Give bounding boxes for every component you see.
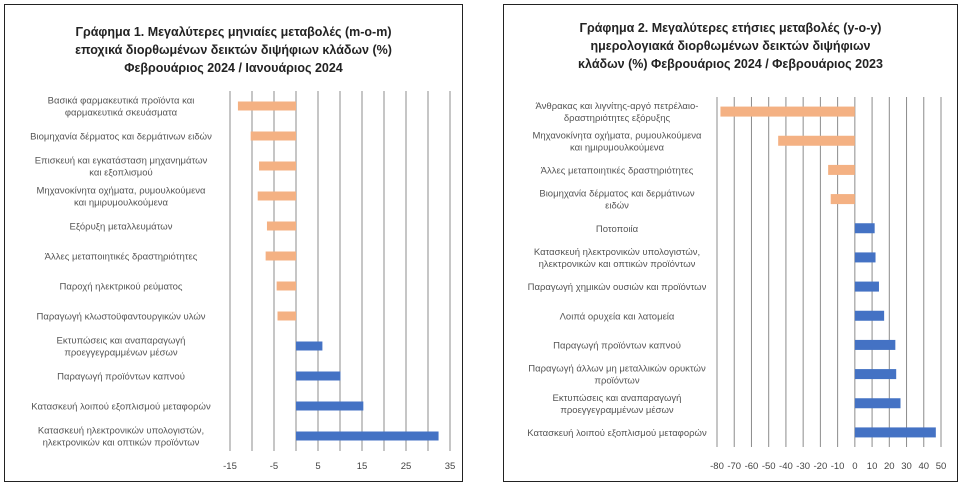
chart-2-bar-11: [855, 427, 936, 437]
chart-1-plot: [5, 5, 464, 483]
chart-2-tick-label-6: -20: [813, 461, 828, 472]
chart-2-category-label-8: [553, 340, 681, 351]
chart-1-category-label-4-line-0: Εξόρυξη μεταλλευμάτων: [69, 221, 173, 233]
chart-1-category-label-0-line-0: Βασικά φαρμακευτικά προϊόντα και: [47, 95, 195, 107]
chart-2-bar-6: [855, 282, 879, 292]
chart-2-category-label-6: [528, 282, 707, 293]
chart-1-category-label-5: [45, 252, 198, 263]
chart-2-category-label-1-line-1: και ημιρυμουλκούμενα: [569, 142, 665, 154]
chart-1-category-label-8-line-1: προεγγεγραμμένων μέσων: [64, 347, 178, 359]
chart-2-bar-0: [720, 107, 854, 117]
chart-2-tick-label-12: 40: [918, 461, 930, 472]
chart-1-category-label-6: [59, 282, 182, 293]
chart-1-category-label-9: [57, 372, 185, 383]
chart-1-bar-2: [259, 162, 296, 171]
chart-1-category-label-7-line-0: Παραγωγή κλωστοϋφαντουργικών υλών: [36, 311, 206, 323]
chart-2-bar-7: [855, 311, 884, 321]
chart-1-bar-9: [296, 372, 340, 381]
chart-2-category-label-0-line-1: δραστηριότητες εξόρυξης: [563, 113, 671, 125]
chart-2-category-label-5-line-1: ηλεκτρονικών και οπτικών προϊόντων: [538, 258, 696, 270]
chart-1-category-label-2-line-0: Επισκευή και εγκατάσταση μηχανημάτων: [34, 155, 208, 167]
chart-2-category-label-4: [596, 224, 639, 235]
chart-1-title-line-2: εποχικά διορθωμένων δεικτών διψήφιων κλάδων (%): [75, 43, 392, 57]
chart-2-category-label-5: [534, 247, 700, 270]
chart-2-category-label-9: [528, 364, 706, 387]
chart-2-category-label-3-line-1: ειδών: [605, 200, 629, 212]
chart-2-bar-8: [855, 340, 895, 350]
chart-2-category-label-11: [527, 428, 707, 439]
chart-2-tick-label-13: 50: [935, 461, 947, 472]
chart-1-category-label-11: [38, 426, 204, 449]
chart-2-tick-label-8: 0: [852, 461, 858, 472]
chart-2-category-label-10-line-0: Εκτυπώσεις και αναπαραγωγή: [552, 392, 682, 404]
chart-2-category-label-7-line-0: Λοιπά ορυχεία και λατομεία: [559, 311, 675, 323]
chart-2-bar-9: [855, 369, 896, 379]
chart-2-plot: [504, 5, 959, 483]
chart-2-category-label-1-line-0: Μηχανοκίνητα οχήματα, ρυμουλκούμενα: [532, 130, 702, 142]
chart-2-category-label-1: [532, 130, 702, 153]
chart-1-bar-10: [296, 402, 363, 411]
chart-2-bar-1: [778, 136, 855, 146]
chart-2-category-label-6-line-0: Παραγωγή χημικών ουσιών και προϊόντων: [527, 282, 707, 294]
chart-2-category-label-8-line-0: Παραγωγή προϊόντων καπνού: [553, 340, 681, 352]
chart-1-category-label-11-line-1: ηλεκτρονικών και οπτικών προϊόντων: [42, 437, 200, 449]
chart-2-tick-label-0: -80: [710, 461, 724, 472]
chart-1-bar-5: [266, 252, 296, 261]
chart-2-category-label-7: [560, 311, 675, 322]
chart-panel-2: [503, 4, 958, 482]
chart-2-bar-2: [828, 165, 855, 175]
chart-1-category-label-2-line-1: και εξοπλισμού: [89, 167, 153, 179]
chart-2-category-label-2-line-0: Άλλες μεταποιητικές δραστηριότητες: [540, 165, 694, 177]
chart-1-category-label-9-line-0: Παραγωγή προϊόντων καπνού: [57, 371, 185, 383]
chart-2-category-label-2: [541, 165, 694, 176]
chart-1-category-label-10: [31, 402, 211, 413]
chart-1-category-label-0-line-1: φαρμακευτικά σκευάσματα: [64, 107, 178, 119]
chart-1-bar-1: [251, 132, 296, 141]
chart-1-bar-7: [278, 312, 296, 321]
chart-panel-1: [4, 4, 463, 482]
chart-1-category-label-1-line-0: Βιομηχανία δέρματος και δερμάτινων ειδών: [30, 131, 212, 143]
chart-1-bar-0: [238, 102, 296, 111]
chart-1-bar-3: [258, 192, 296, 201]
chart-2-tick-label-7: -10: [830, 461, 845, 472]
chart-2-category-label-10-line-1: προεγγεγραμμένων μέσων: [560, 404, 674, 416]
chart-2-category-label-3-line-0: Βιομηχανία δέρματος και δερμάτινων: [539, 188, 695, 200]
chart-1-category-label-8-line-0: Εκτυπώσεις και αναπαραγωγή: [56, 335, 186, 347]
chart-2-category-label-4-line-0: Ποτοποιία: [595, 223, 639, 235]
chart-2-tick-label-4: -40: [779, 461, 793, 472]
chart-1-bar-6: [277, 282, 296, 291]
chart-1-category-label-8: [57, 336, 186, 359]
chart-2-category-label-11-line-0: Κατασκευή λοιπού εξοπλισμού μεταφορών: [527, 427, 707, 439]
chart-1-bar-4: [267, 222, 296, 231]
chart-2-tick-label-3: -50: [761, 461, 776, 472]
chart-1-title-line-1: Γράφημα 1. Μεγαλύτερες μηνιαίες μεταβολές (m-o-m): [75, 25, 392, 39]
chart-2-bar-4: [855, 223, 875, 233]
chart-1-category-label-3: [36, 186, 206, 209]
chart-1-category-label-2: [35, 156, 208, 179]
chart-2-tick-label-1: -70: [727, 461, 742, 472]
chart-1-category-label-10-line-0: Κατασκευή λοιπού εξοπλισμού μεταφορών: [31, 401, 211, 413]
chart-2-tick-label-11: 30: [901, 461, 912, 472]
chart-2-tick-label-9: 10: [866, 461, 878, 472]
chart-1-category-label-3-line-1: και ημιρυμουλκούμενα: [73, 197, 169, 209]
chart-2-bar-5: [855, 252, 876, 262]
chart-2-tick-label-2: -60: [744, 461, 759, 472]
chart-2-category-label-3: [539, 189, 695, 212]
chart-2-title-line-3: κλάδων (%) Φεβρουάριος 2024 / Φεβρουάριος 2023: [578, 57, 883, 71]
chart-2-category-label-9-line-0: Παραγωγή άλλων μη μεταλλικών ορυκτών: [528, 363, 706, 375]
chart-1-tick-label-0: -15: [223, 461, 237, 472]
chart-1-bar-8: [296, 342, 322, 351]
chart-2-tick-label-5: -30: [796, 461, 811, 472]
chart-1-tick-label-1: -5: [269, 461, 279, 472]
chart-1-category-label-4: [70, 222, 173, 233]
chart-1-tick-label-5: 35: [444, 461, 456, 472]
chart-2-bar-10: [855, 398, 901, 408]
chart-1-tick-label-3: 15: [356, 461, 368, 472]
chart-1-category-label-11-line-0: Κατασκευή ηλεκτρονικών υπολογιστών,: [37, 425, 205, 437]
chart-1-title-line-3: Φεβρουάριος 2024 / Ιανουάριος 2024: [124, 61, 343, 75]
chart-2-category-label-9-line-1: προϊόντων: [594, 375, 640, 387]
chart-1-category-label-7: [37, 312, 206, 323]
chart-1-category-label-3-line-0: Μηχανοκίνητα οχήματα, ρυμουλκούμενα: [36, 185, 206, 197]
chart-1-category-label-6-line-0: Παροχή ηλεκτρικού ρεύματος: [59, 281, 183, 293]
chart-2-title-line-2: ημερολογιακά διορθωμένων δεικτών διψήφιων: [590, 39, 871, 53]
chart-2-category-label-0-line-0: Άνθρακας και λιγνίτης-αργό πετρέλαιο-: [535, 101, 699, 113]
chart-1-category-label-0: [48, 96, 195, 119]
chart-1-bar-11: [296, 432, 439, 441]
chart-2-category-label-0: [536, 101, 699, 124]
chart-1-tick-label-4: 25: [400, 461, 412, 472]
chart-2-title-line-1: Γράφημα 2. Μεγαλύτερες ετήσιες μεταβολές (y-o-y): [579, 21, 882, 35]
chart-2-tick-label-10: 20: [884, 461, 895, 472]
chart-2-category-label-5-line-0: Κατασκευή ηλεκτρονικών υπολογιστών,: [533, 246, 701, 258]
chart-1-category-label-5-line-0: Άλλες μεταποιητικές δραστηριότητες: [44, 251, 198, 263]
chart-2-bar-3: [831, 194, 855, 204]
chart-1-tick-label-2: 5: [315, 461, 321, 472]
chart-1-category-label-1: [30, 132, 212, 143]
chart-2-category-label-10: [553, 393, 682, 416]
